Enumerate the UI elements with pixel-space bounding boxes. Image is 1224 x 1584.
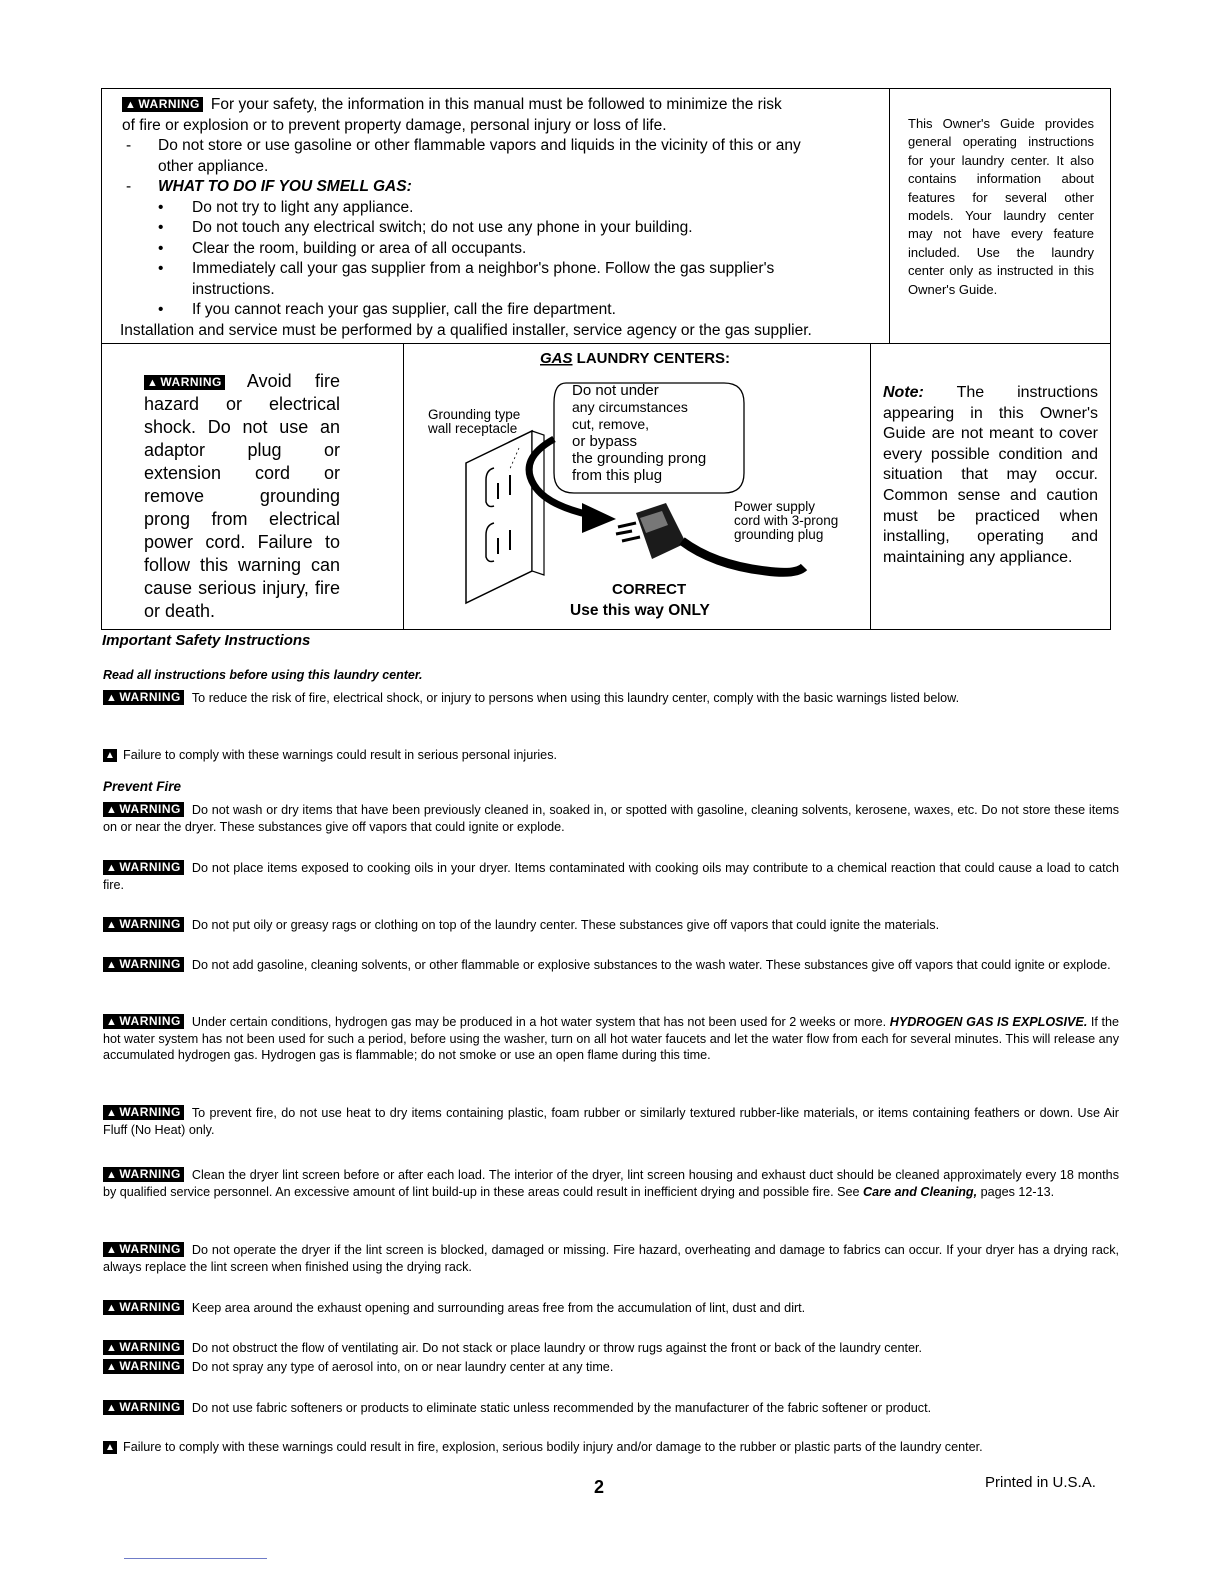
warning-badge: ▲ WARNING bbox=[103, 802, 184, 817]
failure-notice: ▲ Failure to comply with these warnings could result in fire, explosion, serious bodily injury and/or damage to the rubber or plastic parts of the laundry center. bbox=[103, 1439, 1119, 1456]
note-cell bbox=[870, 343, 1110, 629]
warning-badge: ▲ WARNING bbox=[103, 1105, 184, 1120]
read-all-instructions: Read all instructions before using this laundry center. bbox=[103, 668, 423, 682]
warning-badge: ▲ WARNING bbox=[103, 1400, 184, 1415]
fire-warning: ▲ WARNING Keep area around the exhaust opening and surrounding areas free from the accumulation of lint, dust and dirt. bbox=[103, 1300, 1119, 1317]
printed-in-usa: Printed in U.S.A. bbox=[985, 1474, 1096, 1491]
gas-warning-text bbox=[102, 89, 890, 343]
callout-text: Do not under any circumstances cut, remove, or bypass the grounding prong from this plug bbox=[572, 382, 707, 484]
fire-warning: ▲ WARNING Do not place items exposed to cooking oils in your dryer. Items contaminated with cooking oils may contribute to a chemical reaction that could cause a load to catch fire. bbox=[103, 860, 1119, 892]
lint-warning: ▲ WARNING Clean the dryer lint screen before or after each load. The interior of the dryer, lint screen housing and exhaust duct should be cleaned approximately every 18 months by qualified service personnel. An excessive amount of lint build-up in these areas could result in inefficient drying and possible fire. See Care and Cleaning, pages 12-13. bbox=[103, 1167, 1119, 1199]
page-number: 2 bbox=[594, 1477, 605, 1497]
fire-warning: ▲ WARNING Do not put oily or greasy rags or clothing on top of the laundry center. These substances give off vapors that could ignite the materials. bbox=[103, 917, 1119, 934]
grounding-diagram bbox=[404, 343, 870, 629]
gas-step: • Clear the room, building or area of all occupants. bbox=[158, 239, 527, 257]
warning-badge: ▲ WARNING bbox=[103, 1242, 184, 1257]
warning-line: of fire or explosion or to prevent property damage, personal injury or loss of life. bbox=[122, 116, 667, 134]
hydrogen-warning: ▲ WARNING Under certain conditions, hydrogen gas may be produced in a hot water system that has not been used for 2 weeks or more. HYDROGEN GAS IS EXPLOSIVE. If the hot water system has not been used for such a period, before using the washer, turn on all hot water faucets and let the water flow from each for several minutes. This will release any accumulated hydrogen gas. Hydrogen gas is flammable; do not smoke or use an open flame during this time. bbox=[103, 1014, 1120, 1062]
shock-warning-cell bbox=[102, 343, 404, 629]
warning-line: - WHAT TO DO IF YOU SMELL GAS: bbox=[126, 178, 412, 195]
shock-warning-text: ▲ WARNING Avoid fire hazard or electrical shock. Do not use an adaptor plug or extension cord or remove grounding prong from electrical power cord. Failure to follow this warning can cause serious injury, fire or death. bbox=[144, 371, 340, 621]
grounding-diagram-svg bbox=[404, 343, 870, 629]
warning-badge: ▲ WARNING bbox=[103, 1014, 184, 1029]
fire-warning: ▲ WARNING Do not spray any type of aerosol into, on or near laundry center at any time. bbox=[103, 1359, 1119, 1376]
warning-triangle-icon: ▲ bbox=[103, 749, 117, 762]
fire-warning: ▲ WARNING To prevent fire, do not use heat to dry items containing plastic, foam rubber or similarly textured rubber-like materials, or items containing feathers or down. Use Air Fluff (No Heat) only. bbox=[103, 1105, 1119, 1137]
footer-rule bbox=[124, 1558, 267, 1559]
arrow-head-icon bbox=[582, 503, 616, 533]
fire-warning: ▲ WARNING Do not wash or dry items that have been previously cleaned in, soaked in, or spotted with gasoline, cleaning solvents, kerosene, waxes, etc. Do not store these items on or near the dryer. These substances give off vapors that could ignite or explode. bbox=[103, 802, 1119, 834]
warning-badge: ▲ WARNING bbox=[103, 690, 184, 705]
warning-badge: ▲ WARNING bbox=[103, 1300, 184, 1315]
plug-label: Power supply cord with 3-prong grounding plug bbox=[734, 499, 839, 542]
owners-guide-note: This Owner's Guide provides general operating instructions for your laundry center. It also contains information about features for several other models. Your laundry center may not have every feature included. Use the laundry center only as instructed in this Owner's Guide. bbox=[908, 116, 1094, 297]
fire-warning: ▲ WARNING Do not operate the dryer if the lint screen is blocked, damaged or missing. Fire hazard, overheating and damage to fabrics can occur. If your dryer has a drying rack, always replace the lint screen when finished using the drying rack. bbox=[103, 1242, 1119, 1274]
use-this-way-label: Use this way ONLY bbox=[570, 602, 710, 619]
important-safety-heading: Important Safety Instructions bbox=[102, 632, 311, 649]
warning-badge: ▲ WARNING bbox=[103, 1167, 184, 1182]
warning-line: - Do not store or use gasoline or other flammable vapors and liquids in the vicinity of this or any bbox=[126, 137, 801, 154]
gas-step: • Do not touch any electrical switch; do not use any phone in your building. bbox=[158, 219, 693, 236]
warning-line: Installation and service must be performed by a qualified installer, service agency or the gas supplier. bbox=[120, 321, 812, 339]
fire-warning: ▲ WARNING Do not add gasoline, cleaning solvents, or other flammable or explosive substances to the wash water. These substances give off vapors that could ignite or explode. bbox=[103, 957, 1119, 974]
gas-step: instructions. bbox=[192, 280, 275, 298]
gas-step: • Immediately call your gas supplier from a neighbor's phone. Follow the gas supplier's bbox=[158, 260, 775, 277]
correct-label: CORRECT bbox=[612, 581, 687, 598]
fire-warning: ▲ WARNING Do not obstruct the flow of ventilating air. Do not stack or place laundry or throw rugs against the front or back of the laundry center. bbox=[103, 1340, 1119, 1357]
warning-line: other appliance. bbox=[158, 157, 269, 175]
warning-badge: ▲ WARNING bbox=[103, 860, 184, 875]
warning-line: ▲ WARNING For your safety, the information in this manual must be followed to minimize the risk bbox=[122, 95, 889, 116]
warning-badge: ▲ WARNING bbox=[122, 97, 203, 112]
warning-badge: ▲ WARNING bbox=[103, 1340, 184, 1355]
fire-warning: ▲ WARNING Do not use fabric softeners or products to eliminate static unless recommended by the manufacturer of the fabric softener or product. bbox=[103, 1400, 1119, 1417]
note-text: Note: The instructions appearing in this Owner's Guide are not meant to cover every possible condition and situation that may occur. Common sense and caution must be practiced when installing, operating and maintaining any appliance. bbox=[883, 384, 1099, 566]
prevent-fire-heading: Prevent Fire bbox=[103, 779, 182, 794]
electrical-safety-box bbox=[101, 343, 1111, 630]
gas-safety-box bbox=[101, 88, 1111, 344]
warning-triangle-icon: ▲ bbox=[103, 1441, 117, 1454]
failure-notice: ▲ Failure to comply with these warnings could result in serious personal injuries. bbox=[103, 747, 1119, 764]
intro-warning: ▲ WARNING To reduce the risk of fire, electrical shock, or injury to persons when using this laundry center, comply with the basic warnings listed below. bbox=[103, 690, 1119, 707]
gas-step: • If you cannot reach your gas supplier, call the fire department. bbox=[158, 301, 616, 318]
warning-badge: ▲ WARNING bbox=[144, 375, 225, 390]
warning-badge: ▲ WARNING bbox=[103, 917, 184, 932]
warning-badge: ▲ WARNING bbox=[103, 1359, 184, 1374]
diagram-title: GAS LAUNDRY CENTERS: bbox=[540, 350, 731, 367]
receptacle-label: Grounding type wall receptacle bbox=[428, 407, 521, 436]
gas-step: • Do not try to light any appliance. bbox=[158, 198, 414, 216]
warning-badge: ▲ WARNING bbox=[103, 957, 184, 972]
